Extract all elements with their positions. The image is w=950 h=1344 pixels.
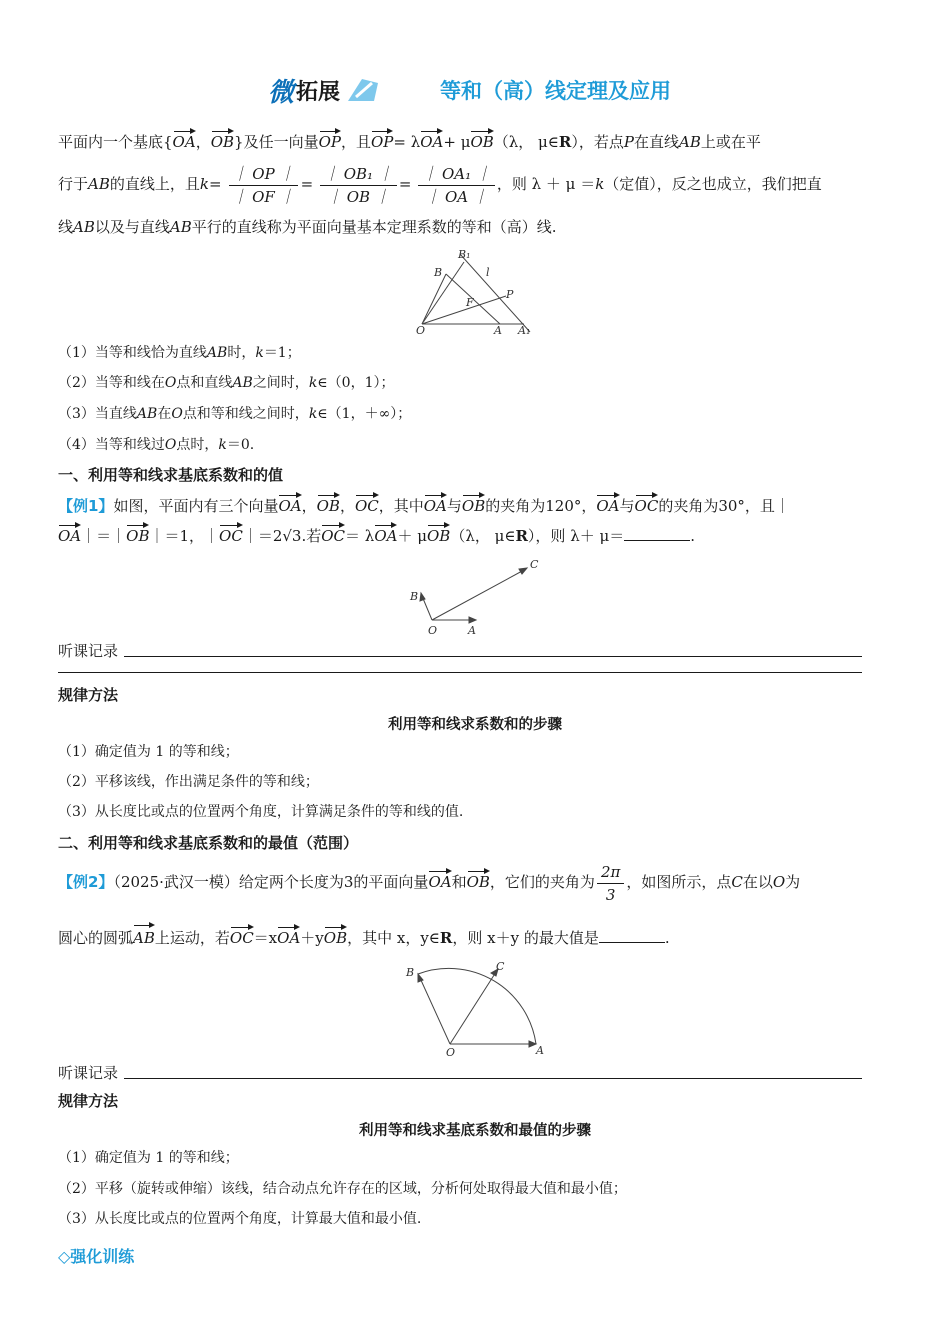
example-1-line-2: OA｜＝｜OB｜＝1，｜OC｜＝2√3.若OC＝ λOA＋ μOB（λ， μ∈R），则 λ＋ μ＝ . <box>58 522 888 547</box>
arc-ab: AB <box>133 922 155 946</box>
page-title: 等和（高）线定理及应用 <box>440 79 672 103</box>
label-p: P <box>506 288 514 301</box>
method-label-2: 规律方法 <box>58 1092 119 1110</box>
step-2-1: （1）确定值为 1 的等和线； <box>58 1150 239 1166</box>
case-4: （4）当等和线过O点时，k＝0. <box>58 437 255 453</box>
label-a1: A₁ <box>518 324 531 337</box>
notes-line-3[interactable] <box>124 1078 862 1079</box>
notes-line-1[interactable] <box>124 656 862 657</box>
label-o: O <box>416 324 426 337</box>
section-2-heading: 二、利用等和线求基底系数和的最值（范围） <box>58 834 359 852</box>
pen-logo-icon <box>344 75 384 105</box>
vector-oa: OA <box>173 128 196 150</box>
extend-label: 拓展 <box>296 79 341 105</box>
label-o: O <box>428 624 438 637</box>
step-1-2: （2）平移该线，作出满足条件的等和线； <box>58 774 319 790</box>
case-1: （1）当等和线恰为直线AB时，k＝1； <box>58 345 301 361</box>
example-2-line-1: 【例2】（2025·武汉一模）给定两个长度为3的平面向量OA和OB，它们的夹角为 $\frac{2\pi}{3}$ ，如图所示，点C在以O为 <box>58 862 801 904</box>
vector-op: OP <box>319 128 341 150</box>
figure-equal-sum-line <box>410 246 540 341</box>
training-heading: ◇强化训练 <box>58 1247 135 1266</box>
label-l: l <box>486 266 490 279</box>
step-2-2: （2）平移（旋转或伸缩）该线，结合动点允许存在的区域，分析何处取得最大值和最小值； <box>58 1181 627 1197</box>
case-2: （2）当等和线在O点和直线AB之间时，k∈（0，1）； <box>58 375 395 391</box>
fraction-2pi-3: $\frac{2\pi}{3}$ <box>597 863 624 904</box>
steps-1-title: 利用等和线求系数和的步骤 <box>388 717 562 733</box>
notes-label-1: 听课记录 <box>58 642 119 660</box>
label-b: B <box>410 590 419 603</box>
answer-blank-2[interactable] <box>599 928 665 943</box>
vector-ob: OB <box>211 128 234 150</box>
label-c: C <box>530 558 539 571</box>
label-b: B <box>406 966 415 979</box>
label-f: F <box>466 296 474 309</box>
step-2-3: （3）从长度比或点的位置两个角度，计算最大值和最小值. <box>58 1211 422 1227</box>
method-label-1: 规律方法 <box>58 686 119 704</box>
section-1-heading: 一、利用等和线求基底系数和的值 <box>58 466 284 484</box>
label-a: A <box>494 324 502 337</box>
intro-line-2: 行于AB的直线上，且k= $\frac{| OP |}{| OF |}$ = $\frac{\text{｜ OB₁ ｜}}{| OB |}$ = $\frac{\text{｜ OA₁ ｜}}{| OA |}$ ，则 λ ＋ μ ＝k（定值），反之也成立，我们把直 <box>58 164 822 206</box>
label-c: C <box>496 960 505 973</box>
fraction-ob1-ob: $\frac{\text{｜ OB₁ ｜}}{| OB |}$ <box>320 165 397 206</box>
label-a: A <box>536 1044 544 1057</box>
figure-example-1 <box>400 556 560 640</box>
label-a: A <box>468 624 476 637</box>
fraction-oa1-oa: $\frac{\text{｜ OA₁ ｜}}{| OA |}$ <box>418 165 495 206</box>
fraction-op-of: $\frac{| OP |}{| OF |}$ <box>228 165 298 206</box>
label-o: O <box>446 1046 456 1058</box>
label-b1: B₁ <box>458 248 471 261</box>
notes-line-2[interactable] <box>58 672 862 673</box>
example-1-tag: 【例1】 <box>58 497 114 515</box>
notes-label-2: 听课记录 <box>58 1064 119 1082</box>
step-1-3: （3）从长度比或点的位置两个角度，计算满足条件的等和线的值. <box>58 804 464 820</box>
example-2-line-2: 圆心的圆弧AB上运动，若OC＝xOA＋yOB，其中 x，y∈R，则 x＋y 的最大值是 . <box>58 922 888 949</box>
micro-label: 微 <box>268 77 295 108</box>
example-1-line-1: 【例1】如图，平面内有三个向量OA，OB，OC，其中OA与OB的夹角为120°，OA与OC的夹角为30°，且｜ <box>58 492 888 517</box>
figure-example-2 <box>400 958 560 1058</box>
example-2-tag: 【例2】 <box>58 873 114 891</box>
intro-line-1: 平面内一个基底{OA，OB}及任一向量OP，且OP= λOA+ μOB（λ， μ∈R），若点P在直线AB上或在平 <box>58 128 888 153</box>
case-3: （3）当直线AB在O点和等和线之间时，k∈（1，＋∞）； <box>58 406 412 422</box>
intro-line-3: 线AB以及与直线AB平行的直线称为平面向量基本定理系数的等和（高）线. <box>58 218 557 236</box>
step-1-1: （1）确定值为 1 的等和线； <box>58 744 239 760</box>
label-b: B <box>434 266 443 279</box>
steps-2-title: 利用等和线求基底系数和最值的步骤 <box>359 1123 591 1139</box>
answer-blank-1[interactable] <box>624 526 690 541</box>
section-header <box>268 70 671 110</box>
